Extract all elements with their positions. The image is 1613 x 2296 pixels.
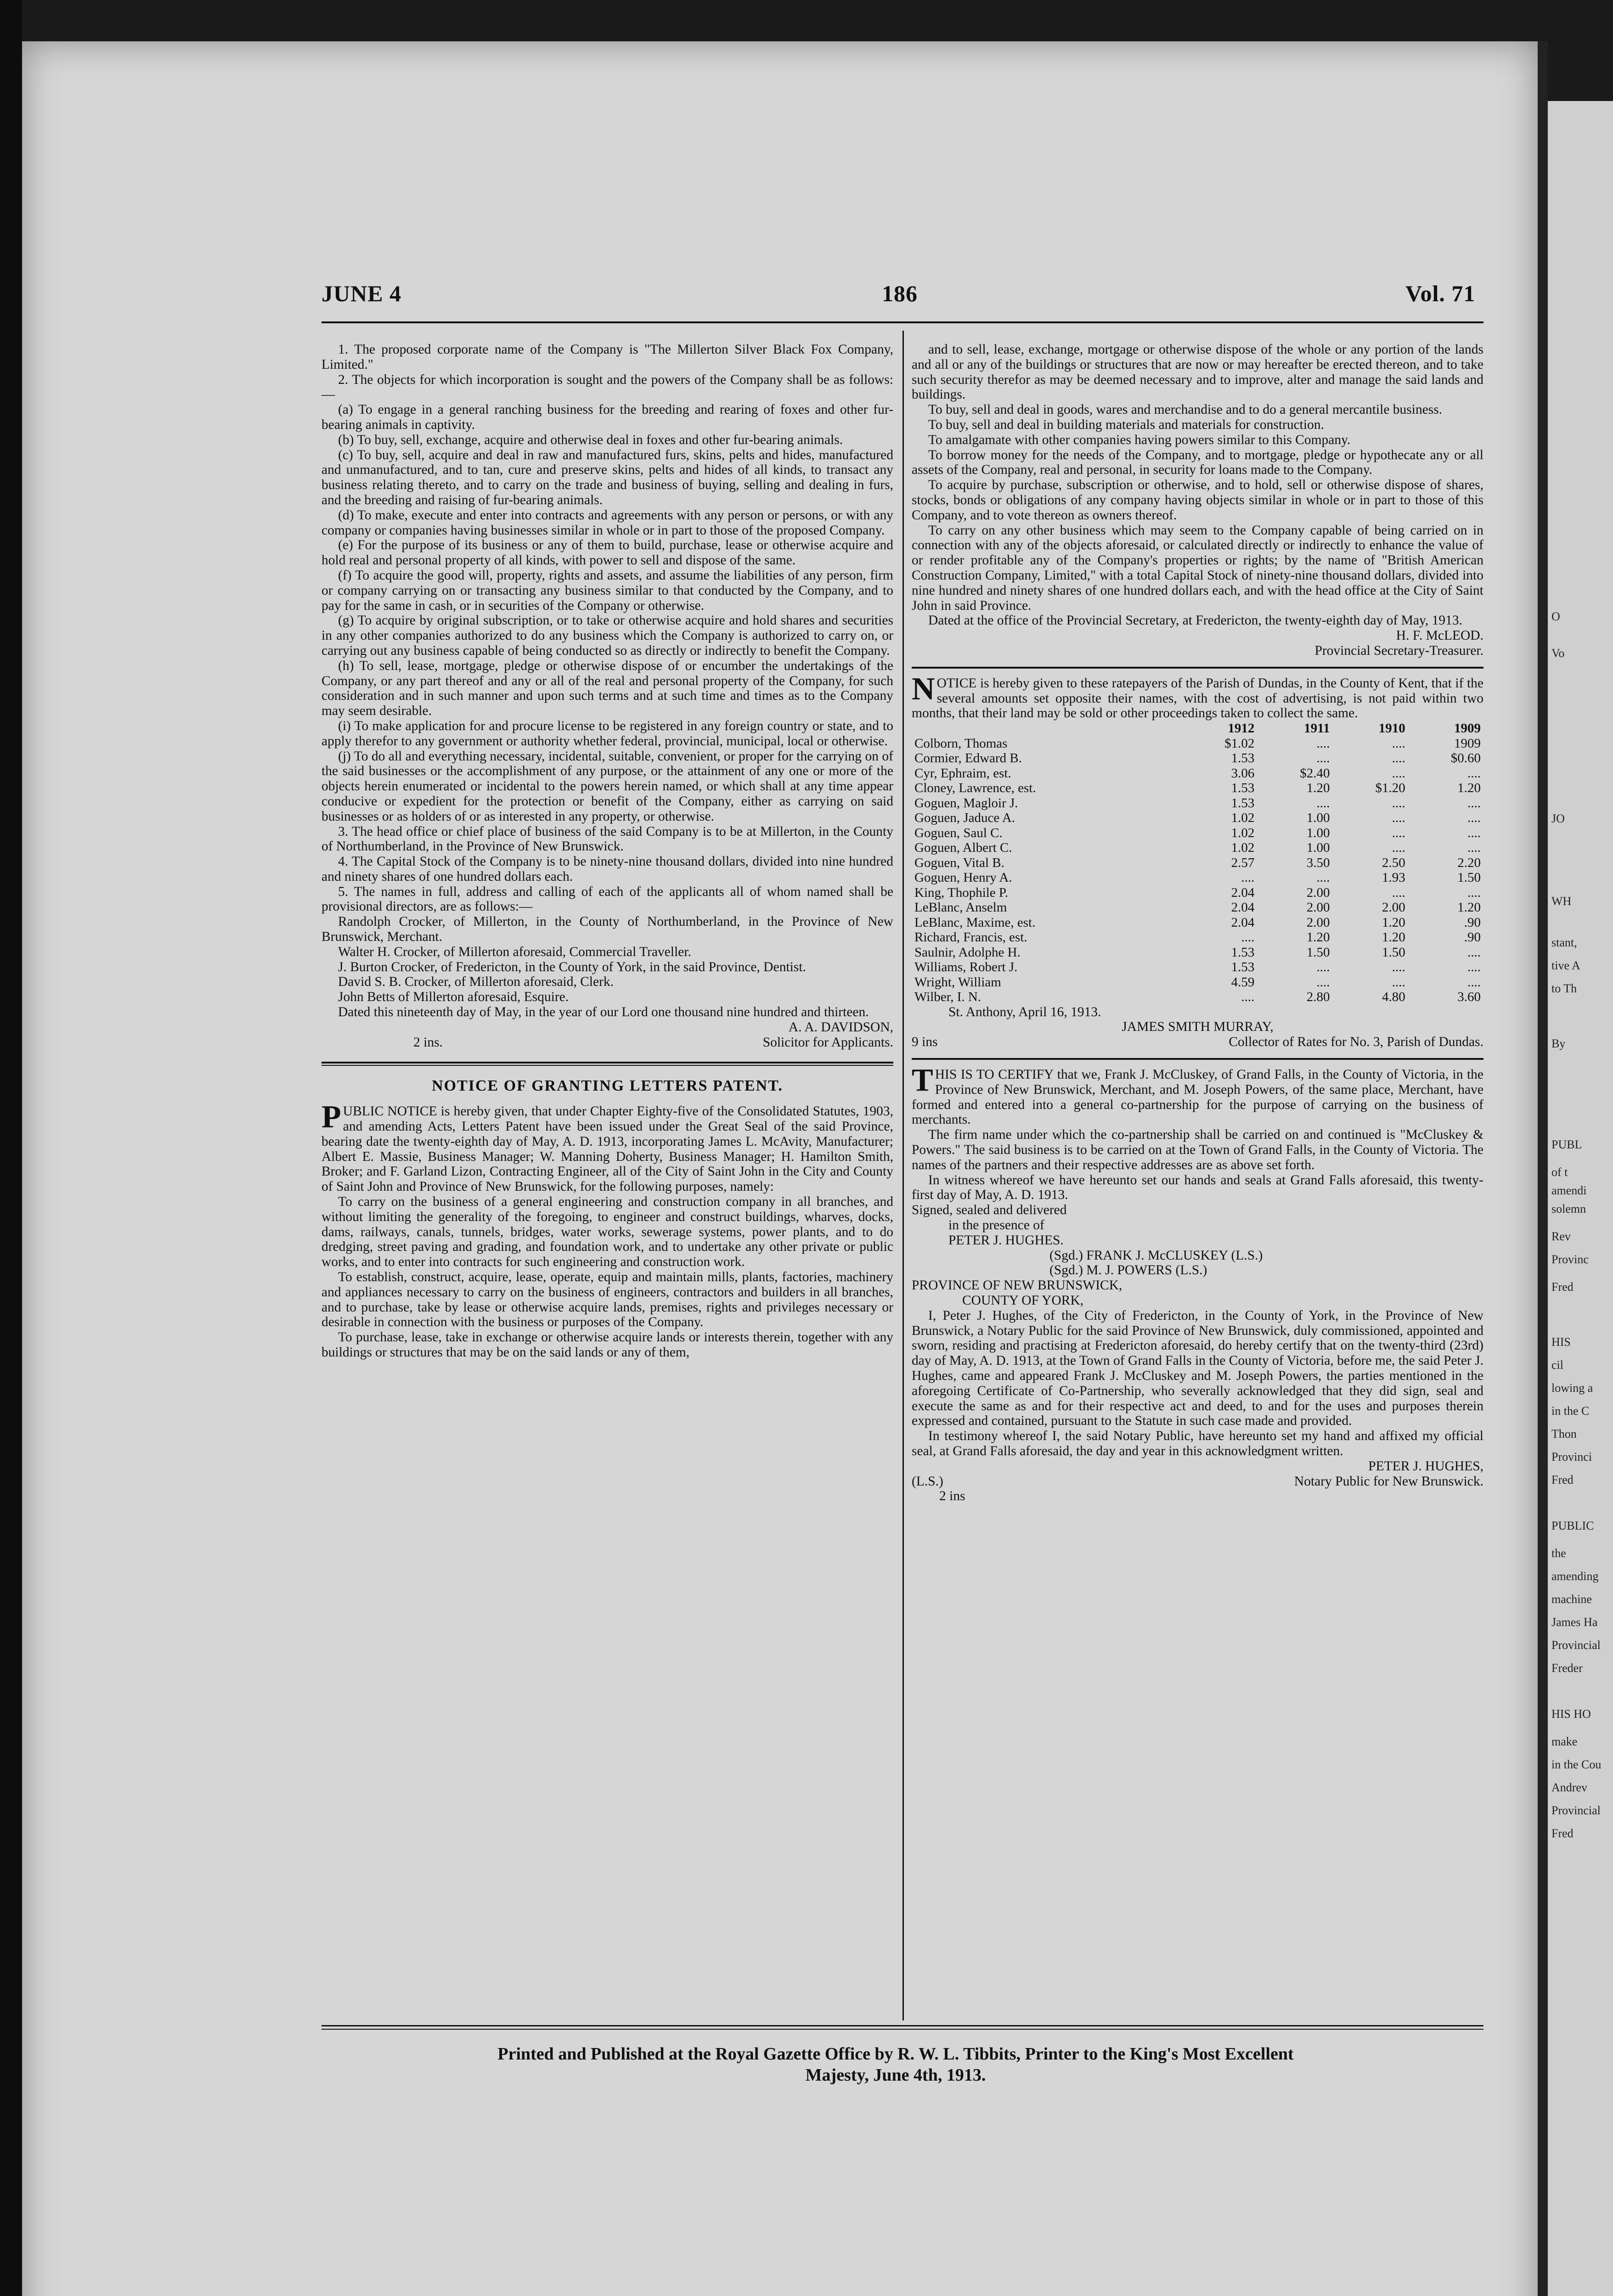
header-page-number: 186 <box>882 281 918 306</box>
witness-name: PETER J. HUGHES. <box>948 1232 1064 1248</box>
rate-amount: 1.02 <box>1231 840 1255 855</box>
ratepayer-name: Colborn, Thomas <box>914 736 1008 751</box>
rate-amount: .... <box>1316 751 1330 766</box>
fragment-text: amending <box>1551 1570 1599 1583</box>
rate-amount: .... <box>1392 765 1405 781</box>
rate-row <box>912 945 1483 960</box>
paragraph: The firm name under which the co-partnership shall be carried on and continued is "McCluskey & Powers." The said business is to be carried on at the Town of Grand Falls, in the County of Victoria. The names of the partners and their respective addresses are as above set forth. <box>912 1127 1483 1172</box>
fragment-text: Andrev <box>1551 1781 1587 1794</box>
fragment-text: in the Cou <box>1551 1758 1602 1771</box>
presence-line: in the presence of <box>948 1217 1044 1232</box>
rate-amount: 2.04 <box>1231 900 1255 915</box>
paragraph: In testimony whereof I, the said Notary Public, have hereunto set my hand and affixed my official seal, at Grand Falls aforesaid, the day and year in this acknowledgment written. <box>912 1429 1483 1458</box>
ratepayer-name: Goguen, Saul C. <box>914 825 1003 840</box>
rate-amount: .... <box>1316 736 1330 751</box>
ratepayer-name: King, Thophile P. <box>914 885 1009 900</box>
rate-amount: .... <box>1392 751 1405 766</box>
rate-amount: 1.20 <box>1306 930 1330 945</box>
rate-amount: $1.20 <box>1375 781 1405 796</box>
rate-amount: .... <box>1392 795 1405 810</box>
rate-amount: .... <box>1316 870 1330 885</box>
rate-amount: 4.59 <box>1231 974 1255 990</box>
paragraph: To carry on any other business which may seem to the Company capable of being carried on in connection with any of the objects aforesaid, or calculated directly or indirectly to enhance the value of or render profitable any of the Company's properties or rights; by the name of "British American Construction Company, Limited," with a total Capital Stock of ninety-nine thousand dollars, divided into nine hundred and ninety shares of one hundred dollars each, and with the head office at the City of Saint John in said Province. <box>912 523 1483 613</box>
rate-amount: 2.80 <box>1306 990 1330 1005</box>
rate-row <box>912 900 1483 915</box>
rate-row <box>912 990 1483 1005</box>
rate-amount: 1.50 <box>1457 870 1481 885</box>
rate-row <box>912 826 1483 841</box>
rate-amount: 2.00 <box>1306 915 1330 930</box>
rate-amount: .... <box>1316 960 1330 975</box>
ratepayer-name: LeBlanc, Maxime, est. <box>914 915 1036 930</box>
rate-amount: 3.50 <box>1306 855 1330 870</box>
fragment-text: Provinc <box>1551 1253 1589 1266</box>
fragment-text: Fred <box>1551 1827 1574 1840</box>
rate-amount: 1.00 <box>1306 810 1330 826</box>
imprint-line-2: Majesty, June 4th, 1913. <box>805 2065 986 2085</box>
paragraph: To establish, construct, acquire, lease, operate, equip and maintain mills, plants, factories, machinery and appliances necessary to carry on the business of engineers, contractors and builders in all branches, and to purchase, take by lease or otherwise acquire lands, premises, rights and privileges necessary or desirable in connection with the business or purposes of the Company. <box>321 1270 893 1330</box>
rate-amount: .... <box>1467 765 1481 781</box>
rate-amount: .... <box>1241 990 1255 1005</box>
rate-amount: 1.20 <box>1457 900 1481 915</box>
paragraph: and to sell, lease, exchange, mortgage or otherwise dispose of the whole or any portion of the lands and all or any of the buildings or structures that are now or may hereafter be erected thereon, and to take such security therefor as may be deemed necessary and to improve, alter and manage the said lands and buildings. <box>912 342 1483 402</box>
incorporation-application <box>321 342 893 1020</box>
fragment-text: machine <box>1551 1593 1592 1606</box>
rate-row <box>912 915 1483 930</box>
rate-amount: .90 <box>1464 915 1481 930</box>
rates-header-row: 1912 1911 1910 1909 <box>1228 721 1481 736</box>
paragraph: 3. The head office or chief place of business of the said Company is to be at Millerton, in the County of Northumberland, in the Province of New Brunswick. <box>321 824 893 854</box>
paragraph: To borrow money for the needs of the Company, and to mortgage, pledge or hypothecate any or all assets of the Company, real and personal, in security for loans made to the Company. <box>912 447 1483 478</box>
solicitor-name: A. A. DAVIDSON, <box>788 1019 893 1035</box>
fragment-text: HIS <box>1551 1335 1571 1349</box>
fragment-text: HIS HO <box>1551 1707 1591 1721</box>
rate-row <box>912 855 1483 871</box>
paragraph: J. Burton Crocker, of Fredericton, in the County of York, in the said Province, Dentist. <box>338 959 806 974</box>
rate-row <box>912 766 1483 781</box>
rate-amount: 2.04 <box>1231 915 1255 930</box>
rate-amount: 1.53 <box>1231 781 1255 796</box>
paragraph: (e) For the purpose of its business or any of them to build, purchase, lease or otherwise acquire and hold real and personal property of all kinds, with power to sell and dispose of the same. <box>321 538 893 568</box>
paragraph: Walter H. Crocker, of Millerton aforesaid, Commercial Traveller. <box>338 944 691 959</box>
fragment-text: Provincial <box>1551 1638 1601 1652</box>
printer-imprint <box>321 2043 1470 2086</box>
rate-amount: 1.00 <box>1306 840 1330 855</box>
paragraph: (a) To engage in a general ranching business for the breeding and rearing of foxes and other fur-bearing animals in captivity. <box>321 402 893 432</box>
paragraph: Dated at the office of the Provincial Secretary, at Fredericton, the twenty-eighth day of May, 1913. <box>928 613 1462 628</box>
scan-border <box>0 0 22 2296</box>
rate-row <box>912 960 1483 975</box>
paragraph: (h) To sell, lease, mortgage, pledge or otherwise dispose of or encumber the undertakings of the Company, or any part thereof and any or all of the real and personal property of the Company, for such consideration and in such manner and upon such terms and at such time and times as to the Company may seem desirable. <box>321 658 893 719</box>
rate-amount: 3.06 <box>1231 765 1255 781</box>
fragment-text: PUBLIC <box>1551 1519 1594 1532</box>
paragraph: To purchase, lease, take in exchange or otherwise acquire lands or interests therein, together with any buildings or structures that may be on the said lands or any of them, <box>321 1330 893 1360</box>
province-line: PROVINCE OF NEW BRUNSWICK, <box>912 1278 1122 1293</box>
fragment-text: in the C <box>1551 1404 1590 1418</box>
rates-table <box>912 721 1483 1005</box>
rate-amount: 1.53 <box>1231 960 1255 975</box>
secretary-name: H. F. McLEOD. <box>1396 628 1483 643</box>
rate-amount: 1.00 <box>1306 825 1330 840</box>
rate-amount: .... <box>1392 885 1405 900</box>
section-rule <box>321 1062 893 1064</box>
section-rule-thin <box>321 1065 893 1066</box>
rate-notice: NOTICE is hereby given to these ratepayers of the Parish of Dundas, in the County of Kent, that if the several amounts set opposite their names, with the cost of advertising, is not paid within two months, that their land may be sold or other proceedings taken to collect the same. <box>912 671 1483 721</box>
rate-row <box>912 975 1483 990</box>
secretary-title: Provincial Secretary-Treasurer. <box>1314 643 1483 658</box>
ratepayer-name: Richard, Francis, est. <box>914 930 1027 945</box>
rate-amount: $1.02 <box>1224 736 1255 751</box>
insertion-count: 2 ins. <box>413 1035 443 1050</box>
paragraph: (b) To buy, sell, exchange, acquire and otherwise deal in foxes and other fur-bearing animals. <box>338 432 843 447</box>
rate-amount: .... <box>1392 840 1405 855</box>
ratepayer-name: Saulnir, Adolphe H. <box>914 945 1021 960</box>
rate-row <box>912 736 1483 751</box>
rate-amount: .... <box>1467 825 1481 840</box>
fragment-text: solemn <box>1551 1202 1586 1216</box>
drop-cap: P <box>321 1099 341 1135</box>
rate-row <box>912 810 1483 826</box>
paragraph: 5. The names in full, address and calling of each of the applicants all of whom named shall be provisional directors, are as follows:— <box>321 884 893 914</box>
page-gutter <box>1538 41 1548 2296</box>
paragraph: To buy, sell and deal in goods, wares and merchandise and to do a general mercantile business. <box>928 402 1443 417</box>
drop-cap: T <box>912 1063 933 1098</box>
rate-amount: .... <box>1316 795 1330 810</box>
rate-amount: .... <box>1467 810 1481 826</box>
ratepayer-name: Goguen, Henry A. <box>914 870 1012 885</box>
rate-amount: 2.00 <box>1306 885 1330 900</box>
rate-amount: 2.00 <box>1306 900 1330 915</box>
signed-line: Signed, sealed and delivered <box>912 1203 1067 1218</box>
rate-amount: .... <box>1467 840 1481 855</box>
rate-amount: .... <box>1392 810 1405 826</box>
ratepayer-name: LeBlanc, Anselm <box>914 900 1007 915</box>
rate-amount: 2.04 <box>1231 885 1255 900</box>
fragment-text: By <box>1551 1037 1566 1050</box>
insertion-count: 2 ins <box>939 1489 965 1504</box>
paragraph: (c) To buy, sell, acquire and deal in raw and manufactured furs, skins, pelts and hides, manufactured and unmanufactured, and to tan, cure and preserve skins, pelts and hides of all kinds, to transact any business relating thereto, and to carry on the trade and business of buying, selling and dealing in furs, and the breeding and raising of fur-bearing animals. <box>321 447 893 507</box>
insertion-count: 9 ins <box>912 1035 938 1050</box>
rate-amount: .... <box>1392 974 1405 990</box>
rate-amount: .... <box>1467 945 1481 960</box>
signature-powers: (Sgd.) M. J. POWERS (L.S.) <box>1049 1263 1207 1278</box>
rate-row <box>912 796 1483 811</box>
paragraph: (j) To do all and everything necessary, incidental, suitable, convenient, or proper for the carrying on of the said businesses or the accomplishment of any purpose, or the attainment of any one or more of the objects herein enumerated or incidental to the powers herein named, or which shall at any time appear conducive or expedient for the protection or benefit of the Company, either as carrying on said businesses or as holders of or as interested in any property, or otherwise. <box>321 748 893 824</box>
ratepayer-name: Goguen, Jaduce A. <box>914 810 1015 826</box>
rate-amount: 1.02 <box>1231 810 1255 826</box>
paragraph: In witness whereof we have hereunto set our hands and seals at Grand Falls aforesaid, this twenty-first day of May, A. D. 1913. <box>912 1172 1483 1203</box>
fragment-text: JO <box>1551 812 1565 825</box>
fragment-text: Thon <box>1551 1427 1577 1441</box>
paragraph: Dated this nineteenth day of May, in the year of our Lord one thousand nine hundred and thirteen. <box>338 1005 869 1020</box>
rate-amount: 1.53 <box>1231 945 1255 960</box>
fragment-text: Provinci <box>1551 1450 1592 1463</box>
header-volume: Vol. 71 <box>1405 281 1476 306</box>
paragraph: 4. The Capital Stock of the Company is to be ninety-nine thousand dollars, divided into nine hundred and ninety shares of one hundred dollars each. <box>321 854 893 884</box>
paragraph: (i) To make application for and procure license to be registered in any foreign country or state, and to apply therefor to any government or authority whether federal, provincial, municipal, local or otherwise. <box>321 718 893 748</box>
rate-amount: 2.50 <box>1382 855 1405 870</box>
adjacent-page-fragment <box>1548 101 1613 2296</box>
footer-rule <box>321 2025 1483 2026</box>
fragment-text: stant, <box>1551 936 1577 949</box>
rate-amount: $0.60 <box>1450 751 1481 766</box>
ratepayer-name: Cormier, Edward B. <box>914 751 1022 766</box>
rate-row <box>912 870 1483 885</box>
right-column <box>912 342 1483 1504</box>
rate-amount: .... <box>1467 795 1481 810</box>
ratepayer-name: Wilber, I. N. <box>914 990 981 1005</box>
rate-amount: $2.40 <box>1300 765 1330 781</box>
collector-title: Collector of Rates for No. 3, Parish of Dundas. <box>1229 1035 1483 1050</box>
column-divider <box>902 331 904 2020</box>
ratepayer-name: Goguen, Vital B. <box>914 855 1004 870</box>
notary-acknowledgment <box>912 1308 1483 1459</box>
fragment-text: Rev <box>1551 1230 1571 1243</box>
ratepayer-name: Wright, William <box>914 974 1001 990</box>
notary-name: PETER J. HUGHES, <box>1368 1458 1483 1474</box>
rate-amount: 3.60 <box>1457 990 1481 1005</box>
fragment-text: Freder <box>1551 1661 1583 1675</box>
rate-amount: 1.20 <box>1382 915 1405 930</box>
fragment-text: Provincial <box>1551 1804 1601 1817</box>
section-rule <box>912 1058 1483 1060</box>
rate-amount: .... <box>1467 885 1481 900</box>
fragment-text: of t <box>1551 1165 1568 1179</box>
letters-patent-continued <box>912 342 1483 628</box>
paragraph: To carry on the business of a general engineering and construction company in all branches, and without limiting the generality of the foregoing, to engineer and construct buildings, wharves, docks, dams, railways, canals, tunnels, bridges, water works, sewerage systems, power plants, and to do dredging, street paving and grading, and foundation work, and to undertake any other private or public works, and to enter into contracts for such engineering and construction work. <box>321 1194 893 1270</box>
fragment-text: cil <box>1551 1358 1563 1372</box>
fragment-text: lowing a <box>1551 1381 1593 1395</box>
notary-title: Notary Public for New Brunswick. <box>1294 1474 1483 1489</box>
rate-amount: .... <box>1316 974 1330 990</box>
rate-amount: .... <box>1467 974 1481 990</box>
paragraph: Randolph Crocker, of Millerton, in the County of Northumberland, in the Province of New Brunswick, Merchant. <box>321 914 893 945</box>
ratepayer-name: Cloney, Lawrence, est. <box>914 781 1036 796</box>
rate-amount: .90 <box>1464 930 1481 945</box>
paragraph: I, Peter J. Hughes, of the City of Fredericton, in the County of York, in the Province of New Brunswick, a Notary Public for the said Province of New Brunswick, duly commissioned, appointed and sworn, residing and practising at Fredericton aforesaid, do hereby certify that on the twenty-third (23rd) day of May, A. D. 1913, at the Town of Grand Falls in the County of Victoria, before me, the said Peter J. Hughes, came and appeared Frank J. McCluskey and M. Joseph Powers, the parties mentioned in the aforegoing Certificate of Co-Partnership, who severally acknowledged that they did sign, seal and execute the same as and for their respective act and deed, to and for the uses and purposes therein expressed and contained, pursuant to the Statute in such case made and provided. <box>912 1308 1483 1429</box>
fragment-text: Vo <box>1551 647 1565 660</box>
fragment-text: PUBL <box>1551 1138 1582 1151</box>
solicitor-title: Solicitor for Applicants. <box>762 1035 893 1050</box>
ratepayer-name: Goguen, Albert C. <box>914 840 1012 855</box>
fragment-text: the <box>1551 1547 1566 1560</box>
rate-amount: 1.53 <box>1231 751 1255 766</box>
fragment-text: O <box>1551 610 1560 623</box>
rate-row <box>912 840 1483 855</box>
rate-amount: 1.20 <box>1306 781 1330 796</box>
county-line: COUNTY OF YORK, <box>962 1293 1084 1308</box>
fragment-text: Fred <box>1551 1280 1574 1294</box>
rate-row <box>912 781 1483 796</box>
rate-amount: .... <box>1392 825 1405 840</box>
rate-amount: .... <box>1241 870 1255 885</box>
rate-amount: 1.50 <box>1382 945 1405 960</box>
rate-amount: 1.20 <box>1457 781 1481 796</box>
fragment-text: Fred <box>1551 1473 1574 1486</box>
rate-amount: .... <box>1467 960 1481 975</box>
header-rule <box>321 321 1483 323</box>
rate-row <box>912 930 1483 945</box>
left-column <box>321 342 893 1360</box>
fragment-text: amendi <box>1551 1184 1587 1197</box>
collector-name: JAMES SMITH MURRAY, <box>1122 1019 1274 1035</box>
signature-mccluskey: (Sgd.) FRANK J. McCLUSKEY (L.S.) <box>1049 1248 1263 1263</box>
paragraph: (g) To acquire by original subscription, or to take or otherwise acquire and hold shares and securities in any other companies authorized to do any business which the Company is authorized to carry on, or carrying out any business capable of being conducted so as directly or indirectly to benefit the Company. <box>321 613 893 658</box>
paragraph: To amalgamate with other companies having powers similar to this Company. <box>928 432 1351 447</box>
drop-cap: N <box>912 671 935 707</box>
rate-amount: 4.80 <box>1382 990 1405 1005</box>
footer-rule-thin <box>321 2029 1483 2030</box>
rate-row <box>912 885 1483 900</box>
rate-amount: 1.53 <box>1231 795 1255 810</box>
paragraph: (d) To make, execute and enter into contracts and agreements with any person or persons, or with any company or companies having businesses similar in whole or in part to those of the proposed Company. <box>321 507 893 538</box>
paragraph: 2. The objects for which incorporation is sought and the powers of the Company shall be as follows:— <box>321 372 893 402</box>
certificate-body <box>912 1127 1483 1203</box>
ratepayer-name: Cyr, Ephraim, est. <box>914 765 1011 781</box>
paragraph: (f) To acquire the good will, property, rights and assets, and assume the liabilities of any person, firm or company carrying on or transacting any business similar to that conducted by the Company, and to pay for the same in cash, or in securities of the Company or otherwise. <box>321 568 893 613</box>
fragment-text: WH <box>1551 895 1572 908</box>
paragraph: To buy, sell and deal in building materials and materials for construction. <box>928 417 1324 432</box>
rate-amount: .... <box>1392 960 1405 975</box>
rate-amount: 1909 <box>1454 736 1481 751</box>
ratepayer-name: Goguen, Magloir J. <box>914 795 1018 810</box>
rate-place-date: St. Anthony, April 16, 1913. <box>948 1004 1101 1019</box>
paragraph: 1. The proposed corporate name of the Company is "The Millerton Silver Black Fox Company, Limited." <box>321 342 893 372</box>
imprint-line-1: Printed and Published at the Royal Gazette Office by R. W. L. Tibbits, Printer to the King's Most Excellent <box>497 2044 1294 2064</box>
ratepayer-name: Williams, Robert J. <box>914 960 1018 975</box>
rate-row <box>912 751 1483 766</box>
rate-amount: 2.57 <box>1231 855 1255 870</box>
rate-amount: 2.00 <box>1382 900 1405 915</box>
rate-amount: 1.02 <box>1231 825 1255 840</box>
section-rule <box>912 667 1483 669</box>
paragraph: To acquire by purchase, subscription or otherwise, and to hold, sell or otherwise dispose of shares, stocks, bonds or obligations of any company having objects similar in whole or in part to those of this Company, and to vote thereon as owners thereof. <box>912 478 1483 523</box>
paragraph: David S. B. Crocker, of Millerton aforesaid, Clerk. <box>338 974 614 990</box>
fragment-text: make <box>1551 1735 1578 1748</box>
rate-amount: 1.50 <box>1306 945 1330 960</box>
rate-amount: 1.93 <box>1382 870 1405 885</box>
fragment-text: tive A <box>1551 959 1580 972</box>
header-date: JUNE 4 <box>321 281 402 306</box>
notice-heading: NOTICE OF GRANTING LETTERS PATENT. <box>432 1077 783 1095</box>
rate-amount: .... <box>1241 930 1255 945</box>
fragment-text: James Ha <box>1551 1615 1598 1629</box>
paragraph: John Betts of Millerton aforesaid, Esquire. <box>338 990 569 1005</box>
rate-amount: 1.20 <box>1382 930 1405 945</box>
seal-mark: (L.S.) <box>912 1474 943 1489</box>
rate-amount: 2.20 <box>1457 855 1481 870</box>
letters-patent-notice: PUBLIC NOTICE is hereby given, that under Chapter Eighty-five of the Consolidated Statutes, 1903, and amending Acts, Letters Patent have been issued under the Great Seal of the said Province, bearing date the twenty-eighth day of May, A. D. 1913, incorporating James L. McAvity, Manufacturer; Albert E. Massie, Business Manager; W. Manning Doherty, Business Manager; H. Hamilton Smith, Broker; and F. Garland Lizon, Contracting Engineer, all of the City of Saint John in the City and County of Saint John and Province of New Brunswick, for the following purposes, namely: <box>321 1099 893 1194</box>
letters-patent-purposes <box>321 1194 893 1360</box>
rate-amount: .... <box>1392 736 1405 751</box>
partnership-certificate: THIS IS TO CERTIFY that we, Frank J. McCluskey, of Grand Falls, in the County of Victoria, in the Province of New Brunswick, Merchant, and M. Joseph Powers, of the same place, Merchant, have formed and entered into a general co-partnership for the purpose of carrying on the business of merchants. <box>912 1063 1483 1127</box>
fragment-text: to Th <box>1551 982 1577 995</box>
